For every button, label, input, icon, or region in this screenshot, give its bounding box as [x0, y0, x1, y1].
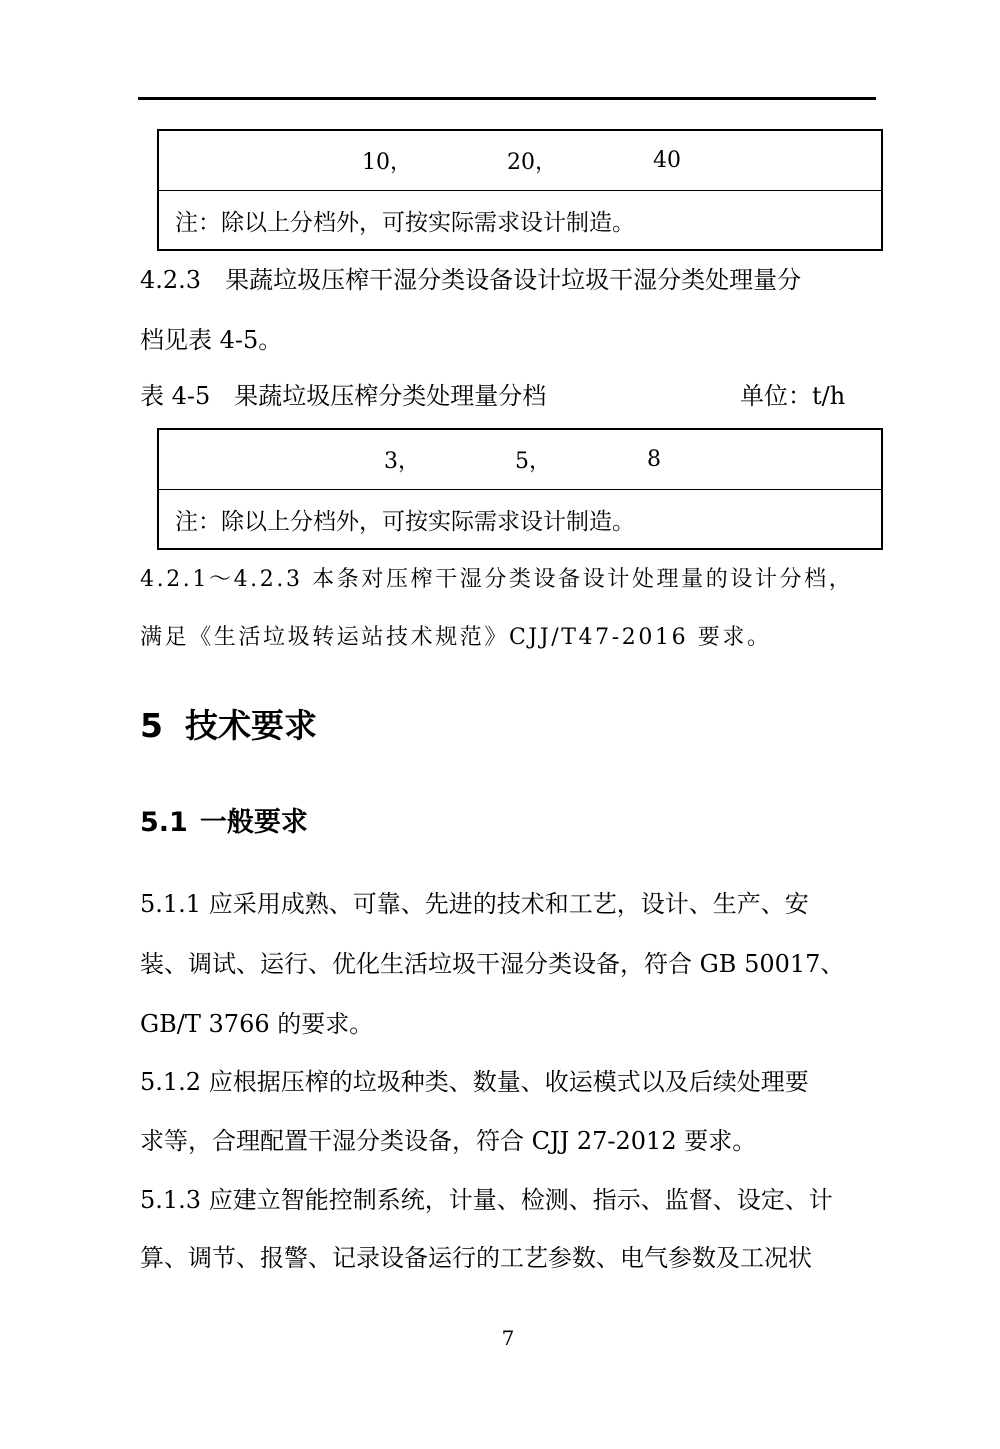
clause-4-2-3-line-2: 档见表 4-5。: [140, 326, 283, 354]
clause-5-1-1-line-3: GB/T 3766 的要求。: [140, 1010, 374, 1038]
table-4-5-caption-row: [140, 380, 860, 412]
clause-5-1-3-line-2: 算、调节、报警、记录设备运行的工艺参数、电气参数及工况状: [140, 1244, 812, 1272]
table-value: 5，: [515, 448, 551, 474]
clause-4-2-3-line-1: 4.2.3 果蔬垃圾压榨干湿分类设备设计垃圾干湿分类处理量分: [140, 266, 802, 294]
table-value: 8: [647, 446, 661, 472]
table-4-5-caption: 表 4-5 果蔬垃圾压榨分类处理量分档: [140, 382, 547, 410]
clause-5-1-1-line-2: 装、调试、运行、优化生活垃圾干湿分类设备，符合 GB 50017、: [140, 950, 845, 978]
table-value: 10，: [362, 149, 412, 175]
table-4-5: [157, 428, 883, 550]
table-values-row: [159, 430, 881, 489]
table-values-row: [159, 131, 881, 190]
table-note: 注：除以上分档外，可按实际需求设计制造。: [159, 190, 881, 249]
section-5-1-number: 5.1: [140, 807, 188, 838]
section-5-1-title: 一般要求: [199, 807, 308, 838]
clause-5-1-1-line-1: 5.1.1 应采用成熟、可靠、先进的技术和工艺，设计、生产、安: [140, 890, 809, 918]
clause-5-1-3-line-1: 5.1.3 应建立智能控制系统，计量、检测、指示、监督、设定、计: [140, 1186, 833, 1214]
table-value: 20，: [507, 149, 557, 175]
header-rule: [138, 97, 876, 100]
commentary-line-1: 4.2.1～4.2.3 本条对压榨干湿分类设备设计处理量的设计分档，: [140, 567, 854, 592]
section-5-1-heading: [140, 800, 308, 839]
table-value: 40: [653, 147, 681, 173]
section-5-heading: [140, 700, 317, 747]
section-5-title: 技术要求: [184, 706, 317, 745]
section-5-number: 5: [140, 706, 163, 745]
clause-5-1-2-line-1: 5.1.2 应根据压榨的垃圾种类、数量、收运模式以及后续处理要: [140, 1068, 809, 1096]
commentary-line-2: 满足《生活垃圾转运站技术规范》CJJ/T47-2016 要求。: [140, 625, 772, 650]
table-note: 注：除以上分档外，可按实际需求设计制造。: [159, 489, 881, 548]
clause-5-1-2-line-2: 求等，合理配置干湿分类设备，符合 CJJ 27-2012 要求。: [140, 1127, 757, 1155]
capacity-table-continued: [157, 129, 883, 251]
table-4-5-unit: 单位：t/h: [740, 382, 846, 410]
page-number: 7: [501, 1326, 515, 1350]
table-value: 3，: [384, 448, 420, 474]
